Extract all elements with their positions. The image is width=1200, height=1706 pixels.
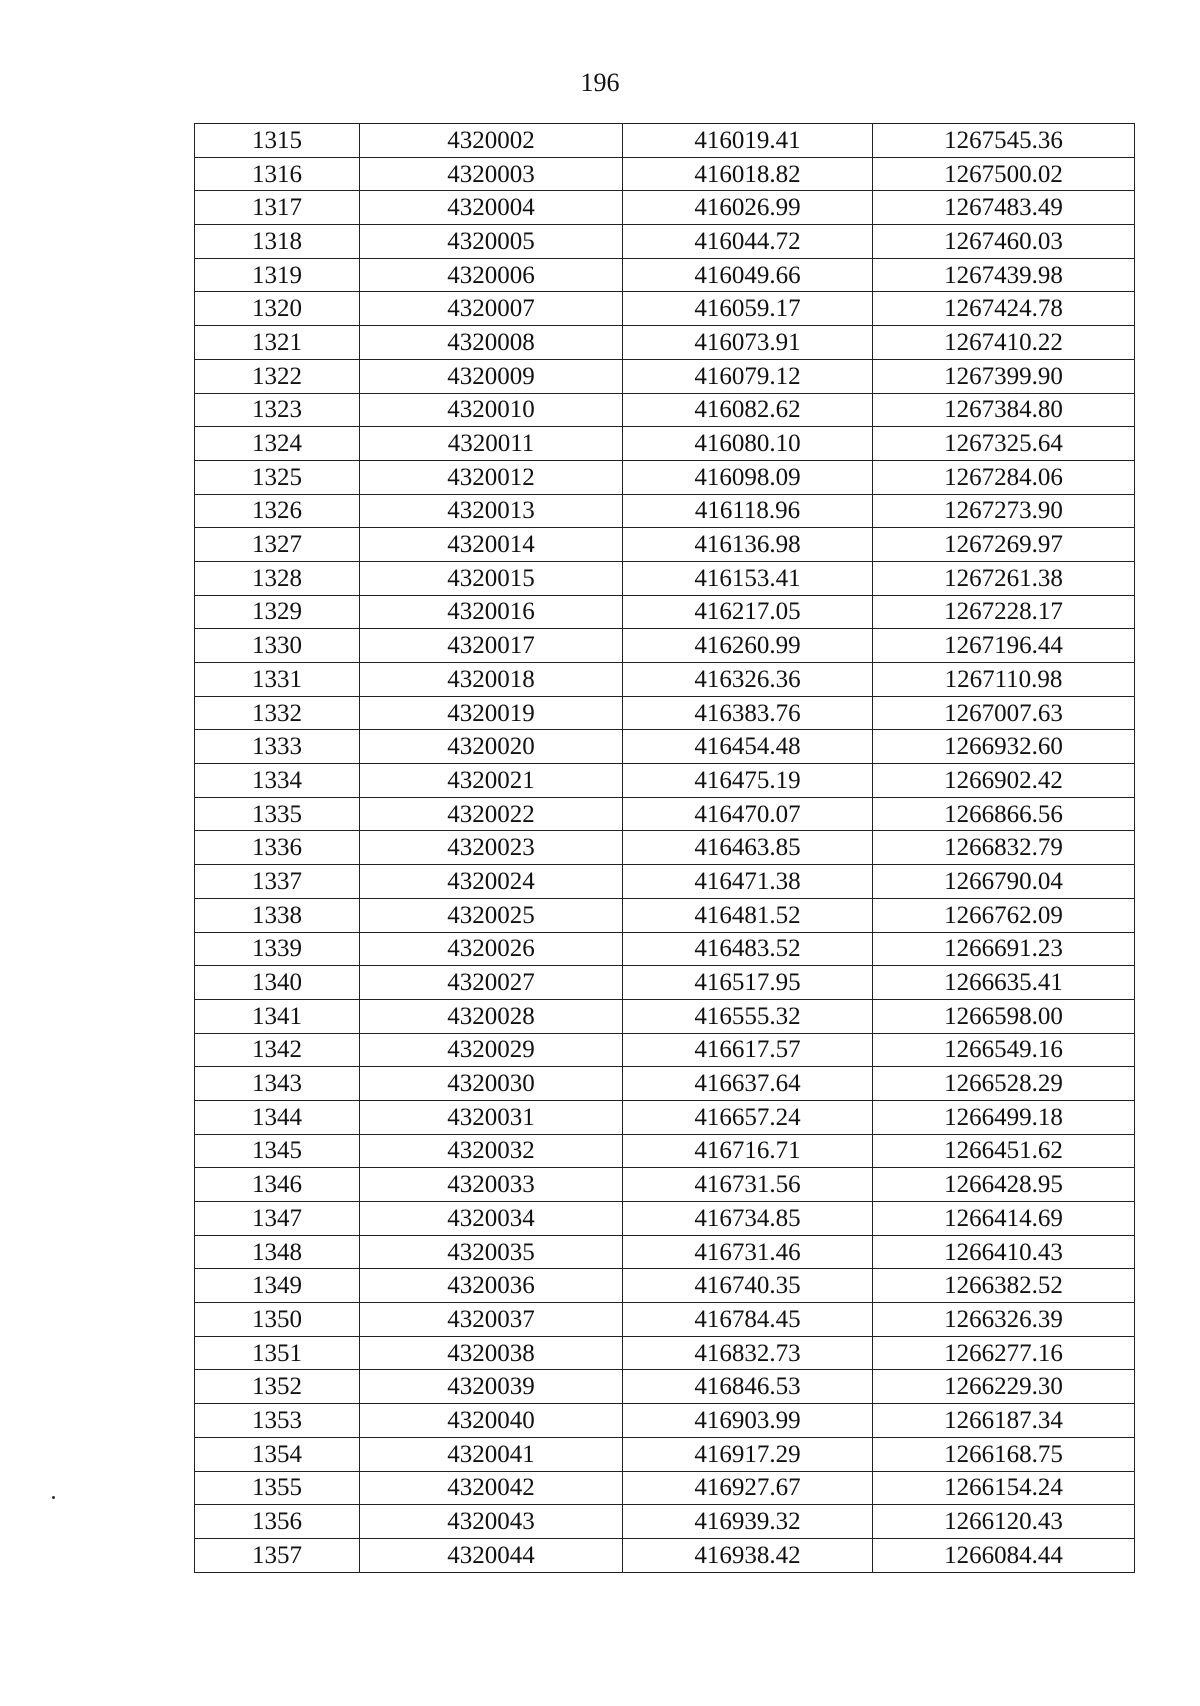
point-id-cell: 4320041 xyxy=(360,1437,623,1471)
point-id-cell: 4320010 xyxy=(360,393,623,427)
y-coordinate-cell: 1267424.78 xyxy=(873,292,1135,326)
row-number-cell: 1323 xyxy=(195,393,360,427)
y-coordinate-cell: 1267399.90 xyxy=(873,359,1135,393)
point-id-cell: 4320002 xyxy=(360,124,623,158)
y-coordinate-cell: 1266528.29 xyxy=(873,1067,1135,1101)
row-number-cell: 1350 xyxy=(195,1303,360,1337)
point-id-cell: 4320037 xyxy=(360,1303,623,1337)
table-row xyxy=(195,326,1135,360)
row-number-cell: 1352 xyxy=(195,1370,360,1404)
x-coordinate-cell: 416903.99 xyxy=(623,1404,873,1438)
table-row xyxy=(195,663,1135,697)
row-number-cell: 1316 xyxy=(195,157,360,191)
row-number-cell: 1331 xyxy=(195,663,360,697)
y-coordinate-cell: 1266451.62 xyxy=(873,1134,1135,1168)
x-coordinate-cell: 416927.67 xyxy=(623,1471,873,1505)
row-number-cell: 1341 xyxy=(195,999,360,1033)
coordinates-table-body xyxy=(195,124,1135,1573)
point-id-cell: 4320005 xyxy=(360,225,623,259)
table-row xyxy=(195,966,1135,1000)
row-number-cell: 1356 xyxy=(195,1505,360,1539)
y-coordinate-cell: 1266635.41 xyxy=(873,966,1135,1000)
x-coordinate-cell: 416260.99 xyxy=(623,629,873,663)
point-id-cell: 4320035 xyxy=(360,1235,623,1269)
table-row xyxy=(195,1067,1135,1101)
point-id-cell: 4320033 xyxy=(360,1168,623,1202)
row-number-cell: 1343 xyxy=(195,1067,360,1101)
x-coordinate-cell: 416049.66 xyxy=(623,258,873,292)
x-coordinate-cell: 416483.52 xyxy=(623,932,873,966)
table-row xyxy=(195,831,1135,865)
x-coordinate-cell: 416471.38 xyxy=(623,865,873,899)
row-number-cell: 1346 xyxy=(195,1168,360,1202)
table-row xyxy=(195,528,1135,562)
point-id-cell: 4320016 xyxy=(360,595,623,629)
x-coordinate-cell: 416734.85 xyxy=(623,1202,873,1236)
row-number-cell: 1338 xyxy=(195,898,360,932)
point-id-cell: 4320032 xyxy=(360,1134,623,1168)
y-coordinate-cell: 1267261.38 xyxy=(873,561,1135,595)
x-coordinate-cell: 416846.53 xyxy=(623,1370,873,1404)
row-number-cell: 1347 xyxy=(195,1202,360,1236)
table-row xyxy=(195,696,1135,730)
y-coordinate-cell: 1266866.56 xyxy=(873,797,1135,831)
table-row xyxy=(195,898,1135,932)
row-number-cell: 1344 xyxy=(195,1100,360,1134)
row-number-cell: 1342 xyxy=(195,1033,360,1067)
y-coordinate-cell: 1267196.44 xyxy=(873,629,1135,663)
table-row xyxy=(195,494,1135,528)
point-id-cell: 4320027 xyxy=(360,966,623,1000)
row-number-cell: 1319 xyxy=(195,258,360,292)
table-row xyxy=(195,1404,1135,1438)
point-id-cell: 4320006 xyxy=(360,258,623,292)
table-row xyxy=(195,1033,1135,1067)
row-number-cell: 1355 xyxy=(195,1471,360,1505)
y-coordinate-cell: 1266410.43 xyxy=(873,1235,1135,1269)
row-number-cell: 1334 xyxy=(195,764,360,798)
row-number-cell: 1333 xyxy=(195,730,360,764)
table-row xyxy=(195,157,1135,191)
row-number-cell: 1317 xyxy=(195,191,360,225)
x-coordinate-cell: 416731.46 xyxy=(623,1235,873,1269)
table-row xyxy=(195,1168,1135,1202)
row-number-cell: 1351 xyxy=(195,1336,360,1370)
x-coordinate-cell: 416044.72 xyxy=(623,225,873,259)
x-coordinate-cell: 416026.99 xyxy=(623,191,873,225)
point-id-cell: 4320024 xyxy=(360,865,623,899)
table-row xyxy=(195,865,1135,899)
row-number-cell: 1327 xyxy=(195,528,360,562)
point-id-cell: 4320018 xyxy=(360,663,623,697)
x-coordinate-cell: 416716.71 xyxy=(623,1134,873,1168)
point-id-cell: 4320036 xyxy=(360,1269,623,1303)
stray-mark xyxy=(52,1496,55,1499)
point-id-cell: 4320044 xyxy=(360,1538,623,1572)
row-number-cell: 1354 xyxy=(195,1437,360,1471)
point-id-cell: 4320009 xyxy=(360,359,623,393)
x-coordinate-cell: 416740.35 xyxy=(623,1269,873,1303)
y-coordinate-cell: 1267007.63 xyxy=(873,696,1135,730)
x-coordinate-cell: 416073.91 xyxy=(623,326,873,360)
point-id-cell: 4320025 xyxy=(360,898,623,932)
table-row xyxy=(195,797,1135,831)
point-id-cell: 4320020 xyxy=(360,730,623,764)
row-number-cell: 1320 xyxy=(195,292,360,326)
table-row xyxy=(195,1235,1135,1269)
table-row xyxy=(195,1437,1135,1471)
table-row xyxy=(195,1471,1135,1505)
x-coordinate-cell: 416731.56 xyxy=(623,1168,873,1202)
y-coordinate-cell: 1266326.39 xyxy=(873,1303,1135,1337)
point-id-cell: 4320011 xyxy=(360,427,623,461)
point-id-cell: 4320003 xyxy=(360,157,623,191)
x-coordinate-cell: 416617.57 xyxy=(623,1033,873,1067)
x-coordinate-cell: 416118.96 xyxy=(623,494,873,528)
y-coordinate-cell: 1266277.16 xyxy=(873,1336,1135,1370)
y-coordinate-cell: 1266832.79 xyxy=(873,831,1135,865)
y-coordinate-cell: 1266549.16 xyxy=(873,1033,1135,1067)
row-number-cell: 1349 xyxy=(195,1269,360,1303)
row-number-cell: 1318 xyxy=(195,225,360,259)
table-row xyxy=(195,258,1135,292)
point-id-cell: 4320034 xyxy=(360,1202,623,1236)
x-coordinate-cell: 416475.19 xyxy=(623,764,873,798)
table-row xyxy=(195,124,1135,158)
point-id-cell: 4320030 xyxy=(360,1067,623,1101)
row-number-cell: 1335 xyxy=(195,797,360,831)
x-coordinate-cell: 416098.09 xyxy=(623,460,873,494)
y-coordinate-cell: 1267110.98 xyxy=(873,663,1135,697)
y-coordinate-cell: 1267384.80 xyxy=(873,393,1135,427)
point-id-cell: 4320043 xyxy=(360,1505,623,1539)
row-number-cell: 1329 xyxy=(195,595,360,629)
y-coordinate-cell: 1266598.00 xyxy=(873,999,1135,1033)
y-coordinate-cell: 1266428.95 xyxy=(873,1168,1135,1202)
table-row xyxy=(195,427,1135,461)
x-coordinate-cell: 416637.64 xyxy=(623,1067,873,1101)
table-row xyxy=(195,292,1135,326)
point-id-cell: 4320013 xyxy=(360,494,623,528)
x-coordinate-cell: 416080.10 xyxy=(623,427,873,461)
point-id-cell: 4320015 xyxy=(360,561,623,595)
row-number-cell: 1321 xyxy=(195,326,360,360)
row-number-cell: 1339 xyxy=(195,932,360,966)
y-coordinate-cell: 1266120.43 xyxy=(873,1505,1135,1539)
table-row xyxy=(195,1134,1135,1168)
x-coordinate-cell: 416938.42 xyxy=(623,1538,873,1572)
x-coordinate-cell: 416832.73 xyxy=(623,1336,873,1370)
row-number-cell: 1348 xyxy=(195,1235,360,1269)
table-row xyxy=(195,1336,1135,1370)
row-number-cell: 1315 xyxy=(195,124,360,158)
y-coordinate-cell: 1266902.42 xyxy=(873,764,1135,798)
y-coordinate-cell: 1267483.49 xyxy=(873,191,1135,225)
y-coordinate-cell: 1266168.75 xyxy=(873,1437,1135,1471)
x-coordinate-cell: 416079.12 xyxy=(623,359,873,393)
y-coordinate-cell: 1267273.90 xyxy=(873,494,1135,528)
y-coordinate-cell: 1267325.64 xyxy=(873,427,1135,461)
y-coordinate-cell: 1266414.69 xyxy=(873,1202,1135,1236)
point-id-cell: 4320004 xyxy=(360,191,623,225)
x-coordinate-cell: 416463.85 xyxy=(623,831,873,865)
row-number-cell: 1332 xyxy=(195,696,360,730)
row-number-cell: 1336 xyxy=(195,831,360,865)
row-number-cell: 1340 xyxy=(195,966,360,1000)
x-coordinate-cell: 416657.24 xyxy=(623,1100,873,1134)
x-coordinate-cell: 416917.29 xyxy=(623,1437,873,1471)
x-coordinate-cell: 416454.48 xyxy=(623,730,873,764)
x-coordinate-cell: 416153.41 xyxy=(623,561,873,595)
x-coordinate-cell: 416470.07 xyxy=(623,797,873,831)
point-id-cell: 4320040 xyxy=(360,1404,623,1438)
y-coordinate-cell: 1267460.03 xyxy=(873,225,1135,259)
coordinates-table xyxy=(194,123,1135,1573)
point-id-cell: 4320007 xyxy=(360,292,623,326)
y-coordinate-cell: 1267228.17 xyxy=(873,595,1135,629)
row-number-cell: 1345 xyxy=(195,1134,360,1168)
row-number-cell: 1325 xyxy=(195,460,360,494)
y-coordinate-cell: 1266084.44 xyxy=(873,1538,1135,1572)
y-coordinate-cell: 1266229.30 xyxy=(873,1370,1135,1404)
x-coordinate-cell: 416018.82 xyxy=(623,157,873,191)
x-coordinate-cell: 416383.76 xyxy=(623,696,873,730)
y-coordinate-cell: 1267500.02 xyxy=(873,157,1135,191)
table-row xyxy=(195,460,1135,494)
x-coordinate-cell: 416059.17 xyxy=(623,292,873,326)
point-id-cell: 4320022 xyxy=(360,797,623,831)
point-id-cell: 4320008 xyxy=(360,326,623,360)
table-row xyxy=(195,595,1135,629)
x-coordinate-cell: 416555.32 xyxy=(623,999,873,1033)
point-id-cell: 4320039 xyxy=(360,1370,623,1404)
table-row xyxy=(195,1303,1135,1337)
y-coordinate-cell: 1266790.04 xyxy=(873,865,1135,899)
y-coordinate-cell: 1267269.97 xyxy=(873,528,1135,562)
point-id-cell: 4320028 xyxy=(360,999,623,1033)
point-id-cell: 4320026 xyxy=(360,932,623,966)
table-row xyxy=(195,999,1135,1033)
x-coordinate-cell: 416326.36 xyxy=(623,663,873,697)
y-coordinate-cell: 1267545.36 xyxy=(873,124,1135,158)
table-row xyxy=(195,1100,1135,1134)
table-row xyxy=(195,359,1135,393)
table-row xyxy=(195,629,1135,663)
point-id-cell: 4320012 xyxy=(360,460,623,494)
table-row xyxy=(195,225,1135,259)
table-row xyxy=(195,1538,1135,1572)
y-coordinate-cell: 1267439.98 xyxy=(873,258,1135,292)
y-coordinate-cell: 1266762.09 xyxy=(873,898,1135,932)
x-coordinate-cell: 416517.95 xyxy=(623,966,873,1000)
table-row xyxy=(195,1370,1135,1404)
x-coordinate-cell: 416939.32 xyxy=(623,1505,873,1539)
x-coordinate-cell: 416784.45 xyxy=(623,1303,873,1337)
x-coordinate-cell: 416019.41 xyxy=(623,124,873,158)
table-row xyxy=(195,932,1135,966)
point-id-cell: 4320038 xyxy=(360,1336,623,1370)
row-number-cell: 1353 xyxy=(195,1404,360,1438)
row-number-cell: 1357 xyxy=(195,1538,360,1572)
point-id-cell: 4320029 xyxy=(360,1033,623,1067)
y-coordinate-cell: 1267284.06 xyxy=(873,460,1135,494)
y-coordinate-cell: 1266382.52 xyxy=(873,1269,1135,1303)
table-row xyxy=(195,561,1135,595)
point-id-cell: 4320023 xyxy=(360,831,623,865)
y-coordinate-cell: 1266154.24 xyxy=(873,1471,1135,1505)
point-id-cell: 4320031 xyxy=(360,1100,623,1134)
y-coordinate-cell: 1266932.60 xyxy=(873,730,1135,764)
table-row xyxy=(195,730,1135,764)
y-coordinate-cell: 1267410.22 xyxy=(873,326,1135,360)
x-coordinate-cell: 416082.62 xyxy=(623,393,873,427)
point-id-cell: 4320021 xyxy=(360,764,623,798)
table-row xyxy=(195,1269,1135,1303)
table-row xyxy=(195,1202,1135,1236)
row-number-cell: 1328 xyxy=(195,561,360,595)
row-number-cell: 1326 xyxy=(195,494,360,528)
table-row xyxy=(195,191,1135,225)
x-coordinate-cell: 416136.98 xyxy=(623,528,873,562)
point-id-cell: 4320017 xyxy=(360,629,623,663)
table-row xyxy=(195,393,1135,427)
table-row xyxy=(195,764,1135,798)
x-coordinate-cell: 416481.52 xyxy=(623,898,873,932)
page-number: 196 xyxy=(580,68,620,97)
y-coordinate-cell: 1266499.18 xyxy=(873,1100,1135,1134)
row-number-cell: 1324 xyxy=(195,427,360,461)
row-number-cell: 1322 xyxy=(195,359,360,393)
point-id-cell: 4320014 xyxy=(360,528,623,562)
point-id-cell: 4320042 xyxy=(360,1471,623,1505)
row-number-cell: 1330 xyxy=(195,629,360,663)
y-coordinate-cell: 1266691.23 xyxy=(873,932,1135,966)
x-coordinate-cell: 416217.05 xyxy=(623,595,873,629)
point-id-cell: 4320019 xyxy=(360,696,623,730)
row-number-cell: 1337 xyxy=(195,865,360,899)
table-row xyxy=(195,1505,1135,1539)
y-coordinate-cell: 1266187.34 xyxy=(873,1404,1135,1438)
